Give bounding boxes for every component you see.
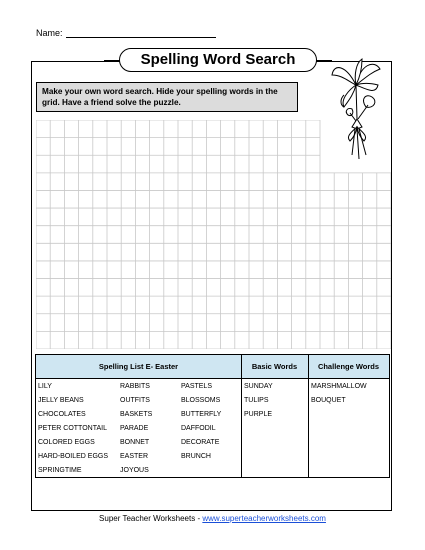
challenge-word: MARSHMALLOW bbox=[311, 383, 367, 390]
list-item: DECORATE bbox=[181, 439, 220, 446]
name-row bbox=[36, 28, 216, 38]
basic-word: TULIPS bbox=[244, 397, 269, 404]
list-item: PETER COTTONTAIL bbox=[38, 425, 107, 432]
list-item: PARADE bbox=[120, 425, 149, 432]
list-item: EASTER bbox=[120, 453, 149, 460]
list-item: CHOCOLATES bbox=[38, 411, 86, 418]
list-item: DAFFODIL bbox=[181, 425, 216, 432]
list-item: BUTTERFLY bbox=[181, 411, 222, 418]
list-item: LILY bbox=[38, 383, 52, 390]
list-item: PASTELS bbox=[181, 383, 212, 390]
footer-link[interactable]: www.superteacherworksheets.com bbox=[202, 514, 326, 523]
footer bbox=[0, 514, 425, 523]
word-search-grid[interactable] bbox=[36, 120, 391, 354]
list-item: BASKETS bbox=[120, 411, 153, 418]
header-spelling-list: Spelling List E- Easter bbox=[36, 355, 241, 379]
instructions-box: Make your own word search. Hide your spelling words in the grid. Have a friend solve the puzzle. bbox=[36, 82, 298, 112]
basic-word: SUNDAY bbox=[244, 383, 273, 390]
name-label: Name: bbox=[36, 28, 63, 38]
page-title: Spelling Word Search bbox=[119, 48, 317, 72]
challenge-word: BOUQUET bbox=[311, 397, 346, 404]
title-banner bbox=[104, 48, 332, 74]
title-rule-left bbox=[104, 60, 120, 61]
header-basic-words: Basic Words bbox=[241, 355, 308, 379]
spelling-word-table bbox=[35, 354, 390, 478]
column-divider bbox=[308, 355, 309, 477]
header-challenge-words: Challenge Words bbox=[308, 355, 389, 379]
name-line[interactable] bbox=[66, 28, 216, 38]
grid-lines bbox=[36, 120, 391, 349]
list-item: BONNET bbox=[120, 439, 150, 446]
list-item: JOYOUS bbox=[120, 467, 149, 474]
list-item: BRUNCH bbox=[181, 453, 211, 460]
list-item: RABBITS bbox=[120, 383, 150, 390]
list-item: SPRINGTIME bbox=[38, 467, 82, 474]
column-divider bbox=[241, 355, 242, 477]
footer-text: Super Teacher Worksheets - bbox=[99, 514, 203, 523]
list-item: OUTFITS bbox=[120, 397, 150, 404]
list-item: COLORED EGGS bbox=[38, 439, 95, 446]
list-item: HARD-BOILED EGGS bbox=[38, 453, 109, 460]
list-item: JELLY BEANS bbox=[38, 397, 84, 404]
list-item: BLOSSOMS bbox=[181, 397, 221, 404]
basic-word: PURPLE bbox=[244, 411, 273, 418]
